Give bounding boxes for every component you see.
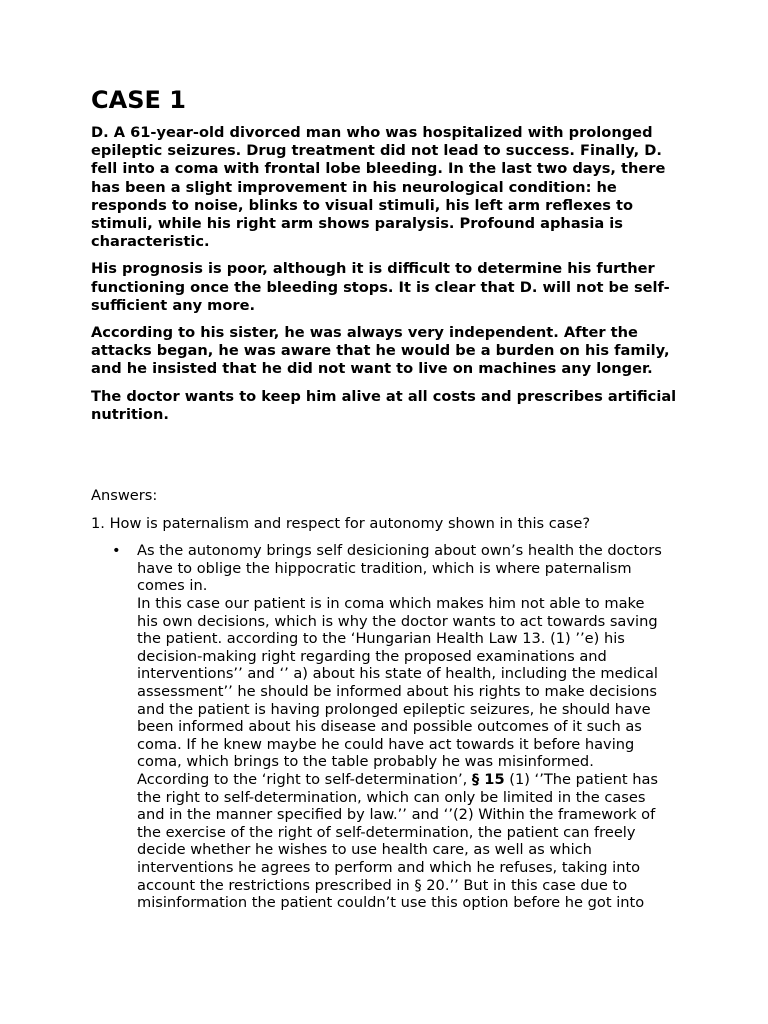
case-paragraph-3: According to his sister, he was always very independent. After the attacks began, he was aware that he would be a burden on his family, and he insisted that he did not want to live on machines any longer. xyxy=(91,324,670,378)
document-page xyxy=(91,86,683,912)
answer-line-with-section xyxy=(137,771,683,789)
answer-line: the patient. according to the ‘Hungarian Health Law 13. (1) ’’e) his xyxy=(137,630,625,648)
section-quote: (1) ‘’The patient has xyxy=(509,770,658,788)
question-1: 1. How is paternalism and respect for autonomy shown in this case? xyxy=(91,514,591,532)
answers-section xyxy=(91,487,683,912)
answer-line: coma. If he knew maybe he could have act towards it before having xyxy=(137,735,635,753)
answer-bullet-item xyxy=(91,542,683,911)
answer-line: the right to self-determination, which can only be limited in the cases xyxy=(137,788,646,806)
answer-line: assessment’’ he should be informed about his rights to make decisions xyxy=(137,682,657,700)
answer-line: In this case our patient is in coma which makes him not able to make xyxy=(137,595,645,613)
answer-line: As the autonomy brings self desicioning about own’s health the doctors xyxy=(137,542,662,560)
answer-line: account the restrictions prescribed in § 20.’’ But in this case due to xyxy=(137,876,628,894)
answers-heading: Answers: xyxy=(91,487,158,505)
answer-line: and in the manner specified by law.’’ and ‘’(2) Within the framework of xyxy=(137,806,656,824)
answer-bullet-list xyxy=(91,542,683,911)
case-paragraph-1: D. A 61-year-old divorced man who was hospitalized with prolonged epileptic seizures. Drug treatment did not lead to success. Finally, D. fell into a coma with frontal lobe bleeding. In the last two days, there has been a slight improvement in his neurological condition: he responds to noise, blinks to visual stimuli, his left arm reflexes to stimuli, while his right arm shows paralysis. Profound aphasia is characteristic. xyxy=(91,124,666,251)
answer-line: coma, which brings to the table probably he was misinformed. xyxy=(137,753,594,771)
section-reference: § 15 xyxy=(471,770,505,788)
answer-line: and the patient is having prolonged epileptic seizures, he should have xyxy=(137,700,651,718)
answer-line: decide whether he wishes to use health care, as well as which xyxy=(137,841,592,859)
case-title: CASE 1 xyxy=(91,86,186,114)
answer-line: been informed about his disease and possible outcomes of it such as xyxy=(137,718,642,736)
answer-line: decision-making right regarding the proposed examinations and xyxy=(137,647,607,665)
case-paragraph-2: His prognosis is poor, although it is difficult to determine his further functioning once the bleeding stops. It is clear that D. will not be self-sufficient any more. xyxy=(91,260,670,314)
answer-line-text: According to the ‘right to self-determination’, xyxy=(137,770,468,788)
bullet-icon: • xyxy=(112,542,121,560)
answer-line: interventions’’ and ‘’ a) about his state of health, including the medical xyxy=(137,665,658,683)
answer-line: have to oblige the hippocratic tradition, which is where paternalism xyxy=(137,559,632,577)
answer-line: comes in. xyxy=(137,577,208,595)
answer-line: interventions he agrees to perform and which he refuses, taking into xyxy=(137,858,641,876)
case-paragraph-4: The doctor wants to keep him alive at all costs and prescribes artificial nutrition. xyxy=(91,387,677,423)
answer-line: misinformation the patient couldn’t use this option before he got into xyxy=(137,894,645,912)
answer-line: the exercise of the right of self-determination, the patient can freely xyxy=(137,823,636,841)
answer-line: his own decisions, which is why the doctor wants to act towards saving xyxy=(137,612,658,630)
